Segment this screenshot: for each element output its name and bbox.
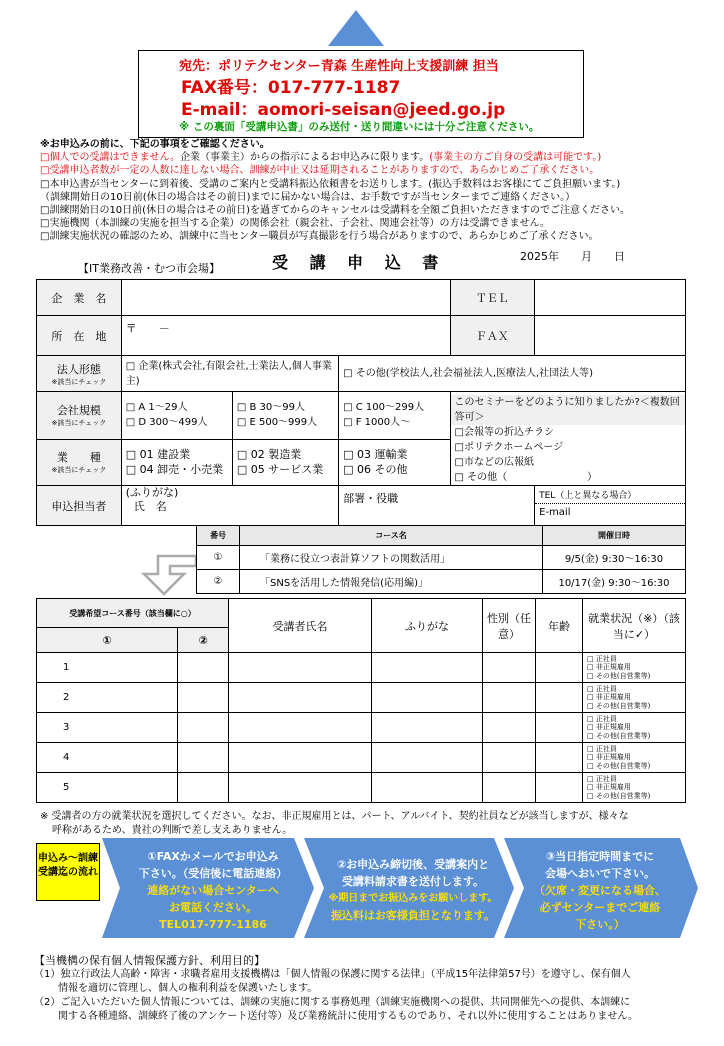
reg-header-age: 年齢 — [536, 599, 583, 653]
note-5: □実施機関（本訓練の実施を担当する企業）の関係会社（親会社、子会社、関連会社等）の方は受講できません。 — [40, 218, 551, 230]
scale-label: 会社規模 ※該当にチェック — [37, 392, 122, 440]
notes — [40, 138, 700, 244]
table-row: 2 □ 正社員 □ 非正規雇用 □ その他(自営業等) — [37, 683, 686, 713]
industry-col-3[interactable]: □ 03 運輸業 □ 06 その他 — [339, 439, 450, 485]
corp-label: 法人形態 ※該当にチェック — [37, 356, 122, 392]
form-tag: 【IT業務改善・むつ市会場】 — [78, 262, 220, 275]
notes-heading: ※お申込みの前に、下記の事項をご確認ください。 — [40, 139, 270, 150]
table-row: 3 □ 正社員 □ 非正規雇用 □ その他(自営業等) — [37, 713, 686, 743]
address-box — [138, 50, 584, 138]
note-3b: （訓練開始日の10日前(休日の場合はその前日)までに届かない場合は、お手数ですが当センターまでご連絡ください。） — [40, 191, 576, 203]
reg-header-sex: 性別（任意） — [483, 599, 536, 653]
note-3: □本申込書が当センターに到着後、受講のご案内と受講料振込依頼書をお送りします。(振込手数料はお客様にてご負担願います。) — [40, 178, 621, 190]
registration-table — [36, 598, 686, 803]
course-header-no: 番号 — [197, 526, 240, 546]
course-table — [196, 525, 686, 594]
reg-header-name: 受講者氏名 — [229, 599, 372, 653]
scale-col-3[interactable]: □ C 100～299人 □ F 1000人～ — [339, 392, 450, 440]
address-field[interactable]: 〒 － — [121, 316, 450, 356]
course-row: ① 「業務に役立つ表計算ソフトの関数活用」 9/5(金) 9:30～16:30 — [197, 546, 686, 570]
fax-field[interactable] — [535, 316, 686, 356]
industry-col-2[interactable]: □ 02 製造業 □ 05 サービス業 — [232, 439, 338, 485]
company-label: 企 業 名 — [37, 280, 122, 316]
table-row: 5 □ 正社員 □ 非正規雇用 □ その他(自営業等) — [37, 773, 686, 803]
privacy-title: 【当機構の保有個人情報保護方針、利用目的】 — [34, 954, 265, 967]
note-4: □訓練開始日の10日前(休日の場合はその前日)を過ぎてからのキャンセルは受講料を全額ご負担いただきますのでご注意ください。 — [40, 205, 630, 217]
triangle-marker — [328, 10, 384, 46]
form-title: 受 講 申 込 書 — [272, 253, 447, 272]
reg-header-employment: 就業状況（※）（該当に✓） — [583, 599, 686, 653]
reg-header-course: 受講希望コース番号（該当欄に○） — [37, 599, 229, 628]
corp-option-company[interactable]: □ 企業(株式会社,有限会社,士業法人,個人事業主) — [121, 356, 338, 392]
note-1: □個人での受講はできません。企業（事業主）からの指示によるお申込みに限ります。(事業主の方ご自身の受講は可能です。) — [40, 152, 602, 164]
flow-step-1: ①FAXかメールでお申込み 下さい。（受信後に電話連絡） 連絡がない場合センターへ お電話ください。 TEL017-777-1186 — [138, 850, 288, 931]
note-6: □訓練実施状況の確認のため、訓練中に当センター職員が写真撮影を行う場合がありますので、あらかじめご了承ください。 — [40, 231, 599, 243]
flow-step-2: ②お申込み締切後、受講案内と 受講料請求書を送付します。 ※期日までお振込みをお願いします。 振込料はお客様負担となります。 — [328, 858, 498, 922]
how-found[interactable]: このセミナーをどのように知りましたか?＜複数回答可＞ □会報等の折込チラシ □ポリテクホームページ □市などの広報紙 □ その他（ ） — [450, 392, 686, 486]
tel-field[interactable] — [535, 280, 686, 316]
person-name-field[interactable]: (ふりがな) 氏 名 — [121, 486, 338, 526]
reg-header-c2: ② — [178, 628, 229, 653]
course-header-date: 開催日時 — [543, 526, 686, 546]
address-note: ※ この裏面「受講申込書」のみ送付・送り間違いには十分ご注意ください。 — [179, 121, 540, 133]
privacy-policy: 【当機構の保有個人情報保護方針、利用目的】 （1）独立行政法人高齢・障害・求職者雇用支援機構は「個人情報の保護に関する法律」（平成15年法律第57号）を遵守し、保有個人 情報を適切に管理し、個人の権利利益を保護いたします。 （2）ご記入いただいた個人情報については、訓練の実施に関する事務処理（訓練実施機関への提供、共同開催先への提供、本訓練に 関する各種連絡、訓練終了後のアンケート送付等）及び業務統計に使用するものであり、それ以外に使用することはありません。 — [34, 954, 694, 1024]
dept-field[interactable]: 部署・役職 — [339, 486, 535, 526]
course-header-name: コース名 — [240, 526, 543, 546]
corp-option-other[interactable]: □ その他(学校法人,社会福祉法人,医療法人,社団法人等) — [339, 356, 686, 392]
employment-footnote: ※ 受講者の方の就業状況を選択してください。なお、非正規雇用とは、パート、アルバイト、契約社員などが該当しますが、様々な 呼称があるため、貴社の判断で差し支えありません。 — [40, 811, 629, 836]
scale-col-1[interactable]: □ A 1～29人 □ D 300～499人 — [121, 392, 232, 440]
industry-label: 業 種 ※該当にチェック — [37, 439, 122, 485]
industry-col-1[interactable]: □ 01 建設業 □ 04 卸売・小売業 — [121, 439, 232, 485]
address-label: 所 在 地 — [37, 316, 122, 356]
tel-label: ＴＥＬ — [450, 280, 535, 316]
application-form — [36, 279, 686, 526]
table-row: 1 □ 正社員 □ 非正規雇用 □ その他(自営業等) — [37, 653, 686, 683]
arrow-down-icon — [140, 552, 196, 596]
person-contact[interactable]: TEL（上と異なる場合） E-mail — [535, 486, 686, 526]
table-row: 4 □ 正社員 □ 非正規雇用 □ その他(自営業等) — [37, 743, 686, 773]
address-fax: FAX番号：017-777-1187 — [181, 78, 401, 98]
form-date: 2025年 月 日 — [520, 250, 625, 263]
person-label: 申込担当者 — [37, 486, 122, 526]
reg-header-c1: ① — [37, 628, 178, 653]
course-row: ② 「SNSを活用した情報発信(応用編)」 10/17(金) 9:30～16:30 — [197, 570, 686, 594]
reg-header-furigana: ふりがな — [372, 599, 483, 653]
flow-label: 申込み～訓練受講迄の流れ — [36, 843, 100, 901]
flow-step-3: ③当日指定時間までに 会場へおいで下さい。 （欠席・変更になる場合、 必ずセンターまでご連絡 下さい。） — [534, 850, 666, 931]
address-email: E-mail：aomori-seisan@jeed.go.jp — [181, 100, 506, 120]
note-2: □受講申込者数が一定の人数に達しない場合、訓練が中止又は延期されることがありますので、あらかじめご了承ください。 — [40, 165, 600, 177]
scale-col-2[interactable]: □ B 30～99人 □ E 500～999人 — [232, 392, 338, 440]
company-field[interactable] — [121, 280, 450, 316]
fax-label: ＦＡＸ — [450, 316, 535, 356]
address-recipient: 宛先：ポリテクセンター青森 生産性向上支援訓練 担当 — [179, 59, 499, 74]
